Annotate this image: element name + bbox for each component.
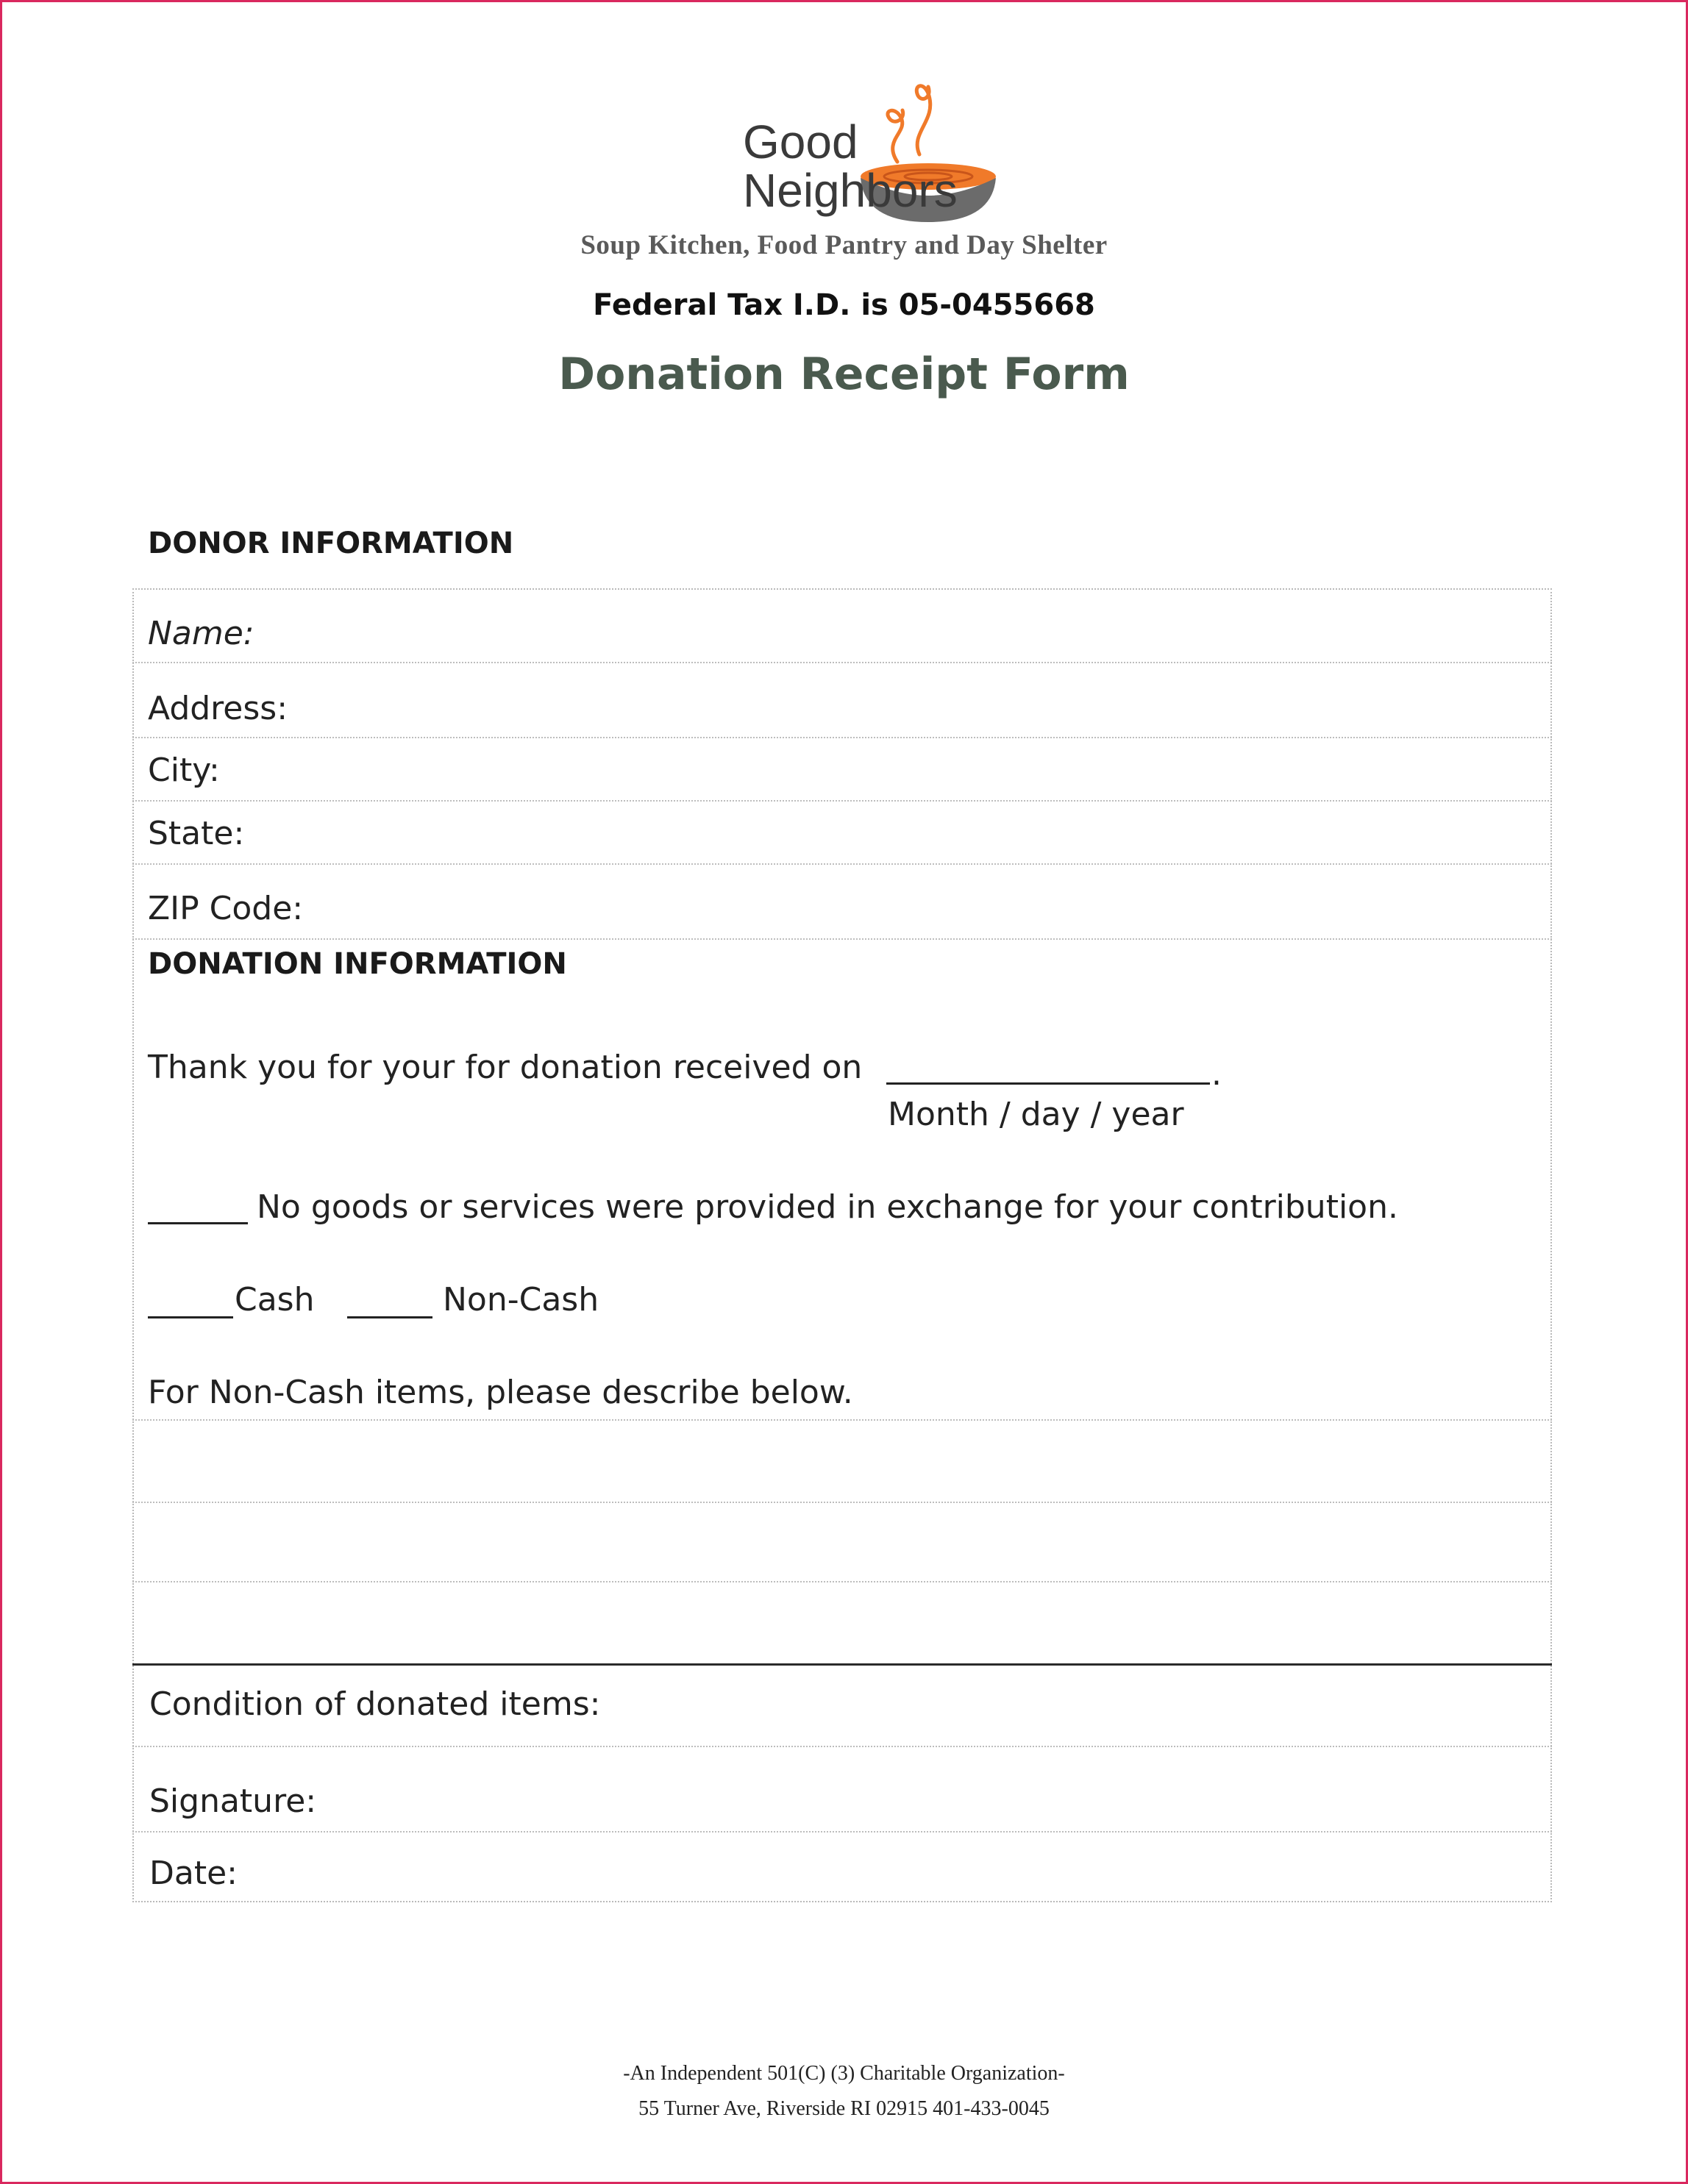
row-divider <box>132 737 1552 738</box>
noncash-label: Non-Cash <box>443 1281 599 1318</box>
date-format-hint: Month / day / year <box>888 1096 1184 1133</box>
organization-subtitle: Soup Kitchen, Food Pantry and Day Shelter <box>580 230 1108 260</box>
date-field-label[interactable]: Date: <box>149 1855 238 1892</box>
row-divider <box>132 1419 1552 1421</box>
logo-line-1: Good <box>743 115 858 168</box>
noncash-checkbox-blank[interactable] <box>347 1316 432 1318</box>
name-field-label[interactable]: Name: <box>148 615 254 652</box>
logo-wordmark <box>743 115 958 217</box>
no-goods-checkbox-blank[interactable] <box>148 1222 248 1224</box>
cash-checkbox-blank[interactable] <box>148 1316 233 1318</box>
federal-tax-id: Federal Tax I.D. is 05-0455668 <box>593 288 1095 322</box>
row-divider <box>132 662 1552 663</box>
row-divider <box>132 1746 1552 1747</box>
cash-label: Cash <box>235 1281 315 1318</box>
zip-code-field-label[interactable]: ZIP Code: <box>148 890 304 927</box>
row-divider <box>132 938 1552 940</box>
footer-org-status: -An Independent 501(C) (3) Charitable Organization- <box>623 2062 1065 2085</box>
row-divider <box>132 863 1552 865</box>
form-title: Donation Receipt Form <box>558 349 1130 400</box>
row-divider <box>132 1831 1552 1833</box>
row-divider <box>132 1502 1552 1503</box>
received-date-blank[interactable] <box>886 1082 1210 1085</box>
logo-line-2: Neighbors <box>743 164 958 217</box>
city-field-label[interactable]: City: <box>148 752 220 789</box>
noncash-describe-text: For Non-Cash items, please describe below. <box>148 1374 853 1411</box>
no-goods-text: No goods or services were provided in exchange for your contribution. <box>257 1188 1398 1226</box>
address-field-label[interactable]: Address: <box>148 690 288 727</box>
condition-field-label[interactable]: Condition of donated items: <box>149 1685 601 1723</box>
thanks-text: Thank you for your for donation received on <box>148 1049 863 1086</box>
state-field-label[interactable]: State: <box>148 815 245 852</box>
row-divider <box>132 800 1552 802</box>
donation-information-heading: DONATION INFORMATION <box>148 947 567 981</box>
signature-field-label[interactable]: Signature: <box>149 1782 317 1820</box>
row-divider <box>132 1581 1552 1582</box>
donor-information-heading: DONOR INFORMATION <box>148 527 514 560</box>
date-period: . <box>1211 1055 1222 1093</box>
section-divider <box>132 1663 1552 1666</box>
footer-address: 55 Turner Ave, Riverside RI 02915 401-433-0045 <box>638 2097 1050 2120</box>
